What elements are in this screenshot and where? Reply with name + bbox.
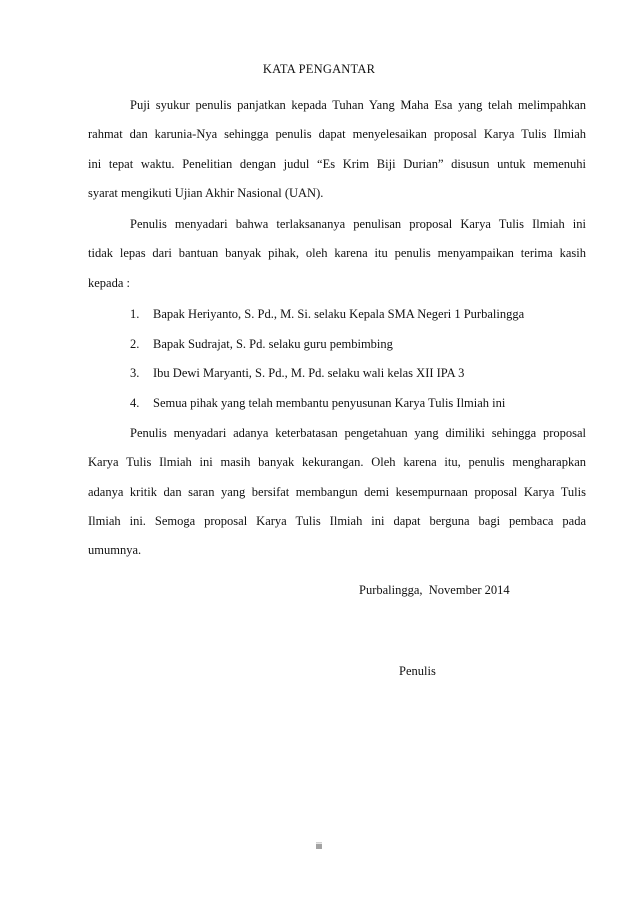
- list-item: [130, 359, 524, 389]
- paragraph-line: Penulis menyadari adanya keterbatasan pengetahuan yang dimiliki sehingga proposal: [130, 426, 586, 440]
- paragraph-closing: [88, 419, 586, 565]
- paragraph-line: Karya Tulis Ilmiah ini masih banyak kekurangan. Oleh karena itu, penulis mengharapkan: [88, 455, 586, 470]
- list-text: Semua pihak yang telah membantu penyusunan Karya Tulis Ilmiah ini: [153, 395, 506, 410]
- paragraph-line: umumnya.: [88, 543, 142, 558]
- list-number: 1.: [130, 307, 140, 321]
- acknowledgement-list: [130, 300, 524, 418]
- list-number: 4.: [130, 395, 140, 410]
- paragraph-line: ini tepat waktu. Penelitian dengan judul “Es Krim Biji Durian” disusun untuk memenuhi: [88, 156, 586, 171]
- list-item: [130, 330, 524, 360]
- page-number: iii: [316, 841, 322, 851]
- list-text: Bapak Sudrajat, S. Pd. selaku guru pembimbing: [153, 336, 393, 351]
- paragraph-line: Ilmiah ini. Semoga proposal Karya Tulis Ilmiah ini dapat berguna bagi pembaca pada: [88, 513, 586, 528]
- paragraph-line: adanya kritik dan saran yang bersifat membangun demi kesempurnaan proposal Karya Tulis: [88, 484, 586, 499]
- signer-name: Penulis: [399, 664, 436, 678]
- list-number: 3.: [130, 366, 140, 381]
- list-number: 2.: [130, 336, 140, 351]
- paragraph-line: Penulis menyadari bahwa terlaksananya penulisan proposal Karya Tulis Ilmiah ini: [130, 217, 586, 231]
- page-title: KATA PENGANTAR: [262, 62, 376, 76]
- paragraph-line: tidak lepas dari bantuan banyak pihak, oleh karena itu penulis menyampaikan terima kasih: [88, 246, 586, 261]
- place-date: Purbalingga, November 2014: [359, 583, 510, 597]
- list-text: Bapak Heriyanto, S. Pd., M. Si. selaku Kepala SMA Negeri 1 Purbalingga: [153, 307, 525, 321]
- list-item: [130, 300, 524, 330]
- list-text: Ibu Dewi Maryanti, S. Pd., M. Pd. selaku wali kelas XII IPA 3: [153, 366, 465, 381]
- paragraph-line: syarat mengikuti Ujian Akhir Nasional (UAN).: [88, 185, 324, 200]
- paragraph-line: Puji syukur penulis panjatkan kepada Tuhan Yang Maha Esa yang telah melimpahkan: [130, 98, 586, 112]
- paragraph-line: rahmat dan karunia-Nya sehingga penulis dapat menyelesaikan proposal Karya Tulis Ilmiah: [88, 127, 586, 142]
- paragraph-thanks: [88, 210, 586, 298]
- list-item: [130, 389, 524, 419]
- paragraph-line: kepada :: [88, 275, 130, 290]
- paragraph-intro: [88, 91, 586, 208]
